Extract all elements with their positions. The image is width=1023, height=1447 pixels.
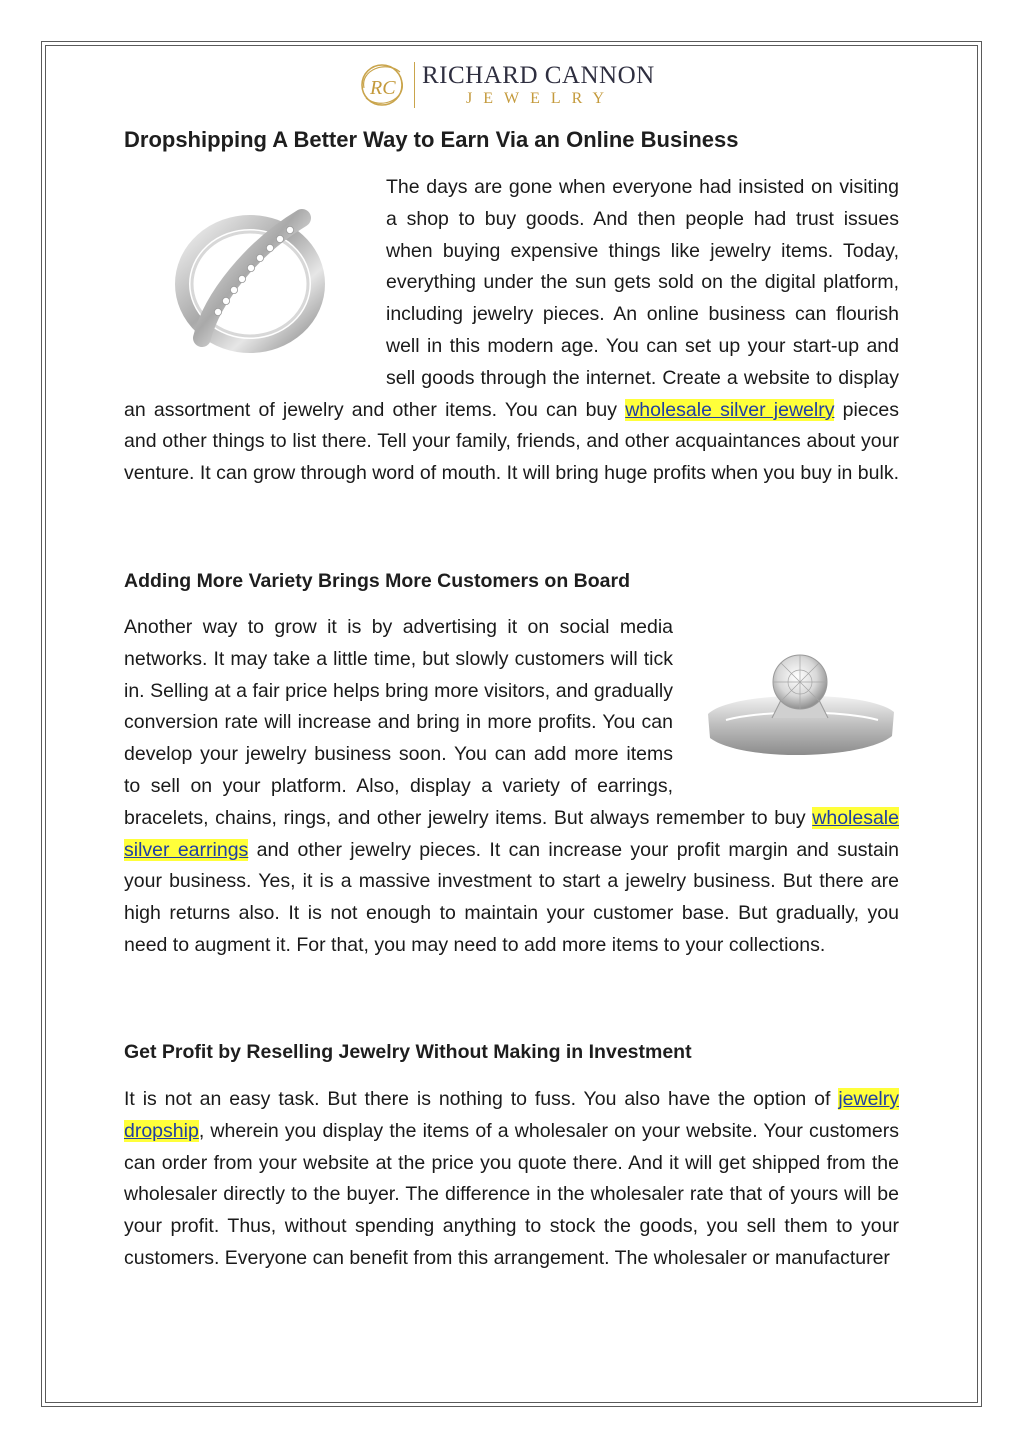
intro-text-a: The days are gone when everyone had insisted on visiting a shop to buy goods. And then people had trust issues when buying expensive things like jewelry items. Today, everything under the sun gets sold on the digital platform, including jewelry pieces. An online business can flourish well in this modern age. You can set up your start-up and sell goods through the internet. Create a website to display an assortment of jewelry and other items. You can buy xyxy=(124,176,899,421)
logo-name: RICHARD CANNON xyxy=(422,62,655,89)
intro-paragraph xyxy=(124,172,899,490)
variety-paragraph xyxy=(124,612,899,962)
brand-logo xyxy=(356,58,666,112)
page-title: Dropshipping A Better Way to Earn Via an Online Business xyxy=(124,127,739,152)
variety-text-b: and other jewelry pieces. It can increase your profit margin and sustain your business. Yes, it is a massive investment to start a jewelry business. But there are high returns also. It is not enough to maintain your customer base. But gradually, you need to augment it. For that, you may need to add more items to your collections. xyxy=(124,838,899,956)
reselling-text-a: It is not an easy task. But there is nothing to fuss. You also have the option of xyxy=(124,1088,839,1110)
logo-monogram: RC xyxy=(370,77,396,99)
intro-text-b: pieces and other things to list there. Tell your family, friends, and other acquaintances about your venture. It can grow through word of mouth. It will bring huge profits when you buy in bulk. xyxy=(124,398,900,485)
section-heading-reselling: Get Profit by Reselling Jewelry Without Making in Investment xyxy=(124,1041,692,1063)
variety-text-a: Another way to grow it is by advertising it on social media networks. It may take a little time, but slowly customers will tick in. Selling at a fair price helps bring more visitors, and gradually conversion rate will increase and bring in more profits. You can develop your jewelry business soon. You can add more items to sell on your platform. Also, display a variety of earrings, bracelets, chains, rings, and other jewelry items. But always remember to buy xyxy=(124,616,813,829)
logo-subtitle: JEWELRY xyxy=(466,90,615,107)
wholesale-silver-earrings-link[interactable]: wholesale silver earrings xyxy=(124,806,899,861)
section-heading-variety: Adding More Variety Brings More Customers on Board xyxy=(124,570,630,592)
reselling-text-b: , wherein you display the items of a wholesaler on your website. Your customers can order from your website at the price you quote there. And it will get shipped from the wholesaler directly to the buyer. The difference in the wholesaler rate that of yours will be your profit. Thus, without spending anything to stock the goods, you sell them to your customers. Everyone can benefit from this arrangement. The wholesaler or manufacturer xyxy=(124,1119,899,1269)
rc-monogram-icon xyxy=(356,58,410,112)
logo-divider xyxy=(414,62,415,108)
reselling-paragraph xyxy=(124,1084,899,1275)
wholesale-silver-jewelry-link[interactable]: wholesale silver jewelry xyxy=(625,398,835,421)
jewelry-dropship-link[interactable]: jewelry dropship xyxy=(124,1088,899,1142)
